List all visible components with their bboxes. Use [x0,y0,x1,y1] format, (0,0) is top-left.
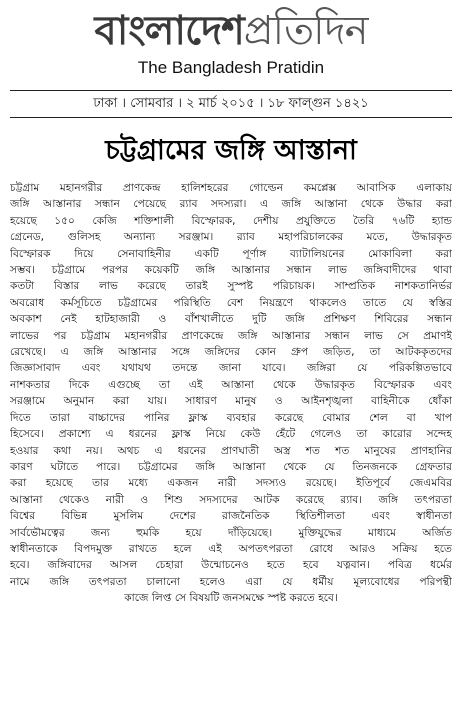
body-line: নাশকতার দিকে এগুচ্ছে তা এই আস্তানা থেকে উদ্ধারকৃত বিস্ফোরক এবং [10,378,452,391]
body-line: করা হয়েছে তার মধ্যে একজন নারী সদস্যও রয়েছে। ইতিপূর্বে জেএমবির [10,477,452,490]
body-line: হবে। জঙ্গিবাদের আসল চেহারা উন্মোচনেও হতে হবে যত্নবান। পবিত্র ধর্মের [10,559,452,572]
body-line: হয়েছে ১৫০ কেজি শক্তিশালী বিস্ফোরক, দেশীয় প্রযুক্তিতে তৈরি ৭৬টি হ্যান্ড [10,214,452,227]
body-line: চট্টগ্রাম মহানগরীর প্রাণকেন্দ্র হালিশহরের গোল্ডেন কমপ্লেক্স আবাসিক এলাকায় [10,182,452,194]
article-body [10,180,452,607]
logo-part-1: বাংলাদেশ [94,7,244,54]
masthead [0,0,462,78]
body-line: গ্রেনেড, গুলিসহ অন্যান্য সরঞ্জাম। র‌্যাব মহাপরিচালকের মতে, উদ্ধারকৃত [10,231,452,244]
body-line: কতটা বিস্তার লাভ করেছে তারই সুস্পষ্ট পরিচায়ক। সাম্প্রতিক নাশকতানির্ভর [10,280,452,293]
headline: চট্টগ্রামের জঙ্গি আস্তানা [105,135,357,166]
english-name: The Bangladesh Pratidin [137,58,325,77]
body-line: নামে জঙ্গি তৎপরতা চালানো হলেও এরা যে ধর্মীয় মূল্যবোধের পরিপন্থী [10,575,452,588]
body-line: বিশ্বের বিভিন্ন মুসলিম দেশের রাজনৈতিক স্থিতিশীলতা এবং স্বাধীনতা [10,510,452,523]
body-line: জঙ্গি আস্তানার সন্ধান পেয়েছে র‌্যাব সদস্যরা। এ জঙ্গি আস্তানা থেকে উদ্ধার করা [10,198,452,211]
body-line: অবরোধ কর্মসূচিতে চট্টগ্রামের পরিস্থিতি বেশ নিয়ন্ত্রণে থাকলেও তাতে যে স্বস্তির [10,296,452,309]
dateline-bottom-rule [10,117,452,118]
body-line: হিসেবে। প্রকাশ্যে এ ধরনের ফ্লাস্ক নিয়ে কেউ হেঁটে গেলেও তা কারোর সন্দেহ [10,428,452,441]
logo-part-2: প্রতিদিন [243,8,368,54]
body-line: সম্ভব। চট্টগ্রামে পরপর কয়েকটি জঙ্গি আস্তানার সন্ধান লাভ জঙ্গিবাদীদের থাবা [10,264,452,277]
body-line: জিজ্ঞাসাবাদ এবং যথাযথ তদন্তে জানা যাবে। জঙ্গিরা যে পরিকল্পিতভাবে [10,362,452,375]
newspaper-logo [0,6,462,56]
body-line: সার্বভৌমত্বের জন্য হুমকি হয়ে দাঁড়িয়েছে। মুক্তিযুদ্ধের মাধ্যমে অর্জিত [10,526,452,539]
dateline: ঢাকা । সোমবার । ২ মার্চ ২০১৫ । ১৮ ফাল্গুন ১৪২১ [93,96,369,111]
body-line: দিতে তারা বাচ্চাদের পানির ফ্লাস্ক ব্যবহার করেছে বোমার শেল বা খাপ [10,411,452,424]
body-line: হওয়ার কথা নয়। অথচ এ ধরনের প্রাণঘাতী অস্ত্র শত শত মানুষের প্রাণহানির [10,444,452,457]
body-line: রেখেছে। এ জঙ্গি আস্তানার সঙ্গে জঙ্গিদের কোন গ্রুপ জড়িত, তা আটককৃতদের [10,346,452,359]
body-line: লাভের পর চট্টগ্রাম মহানগরীর প্রাণকেন্দ্রে জঙ্গি আস্তানার সন্ধান লাভ সে প্রমাণই [10,329,452,342]
body-line: আস্তানা থেকেও নারী ও শিশু সদস্যদের আটক করেছে র‌্যাব। জঙ্গি তৎপরতা [10,493,452,506]
body-line: কারণ ঘটাতে পারে। চট্টগ্রামের জঙ্গি আস্তানা থেকে যে তিনজনকে গ্রেফতার [10,460,452,473]
body-line: কাজে লিপ্ত সে বিষয়টি জনসমক্ষে স্পষ্ট করতে হবে। [124,592,338,605]
body-line: অবকাশ নেই হাটহাজারী ও বাঁশখালীতে দুটি জঙ্গি প্রশিক্ষণ শিবিরের সন্ধান [10,313,452,326]
body-line: স্বাধীনতাকে বিপদমুক্ত রাখতে হলে এই অপতৎপরতা রোধে আরও সক্রিয় হতে [10,542,452,555]
body-line: সরঞ্জামে অনুমান করা যায়। সাধারণ মানুষ ও আইনশৃঙ্খলা বাহিনীকে ধোঁকা [10,395,452,408]
body-line: বিস্ফোরক দিয়ে সেনাবাহিনীর একটি পূর্ণাঙ্গ ব্যাটালিয়নের মোকাবিলা করা [10,247,452,260]
